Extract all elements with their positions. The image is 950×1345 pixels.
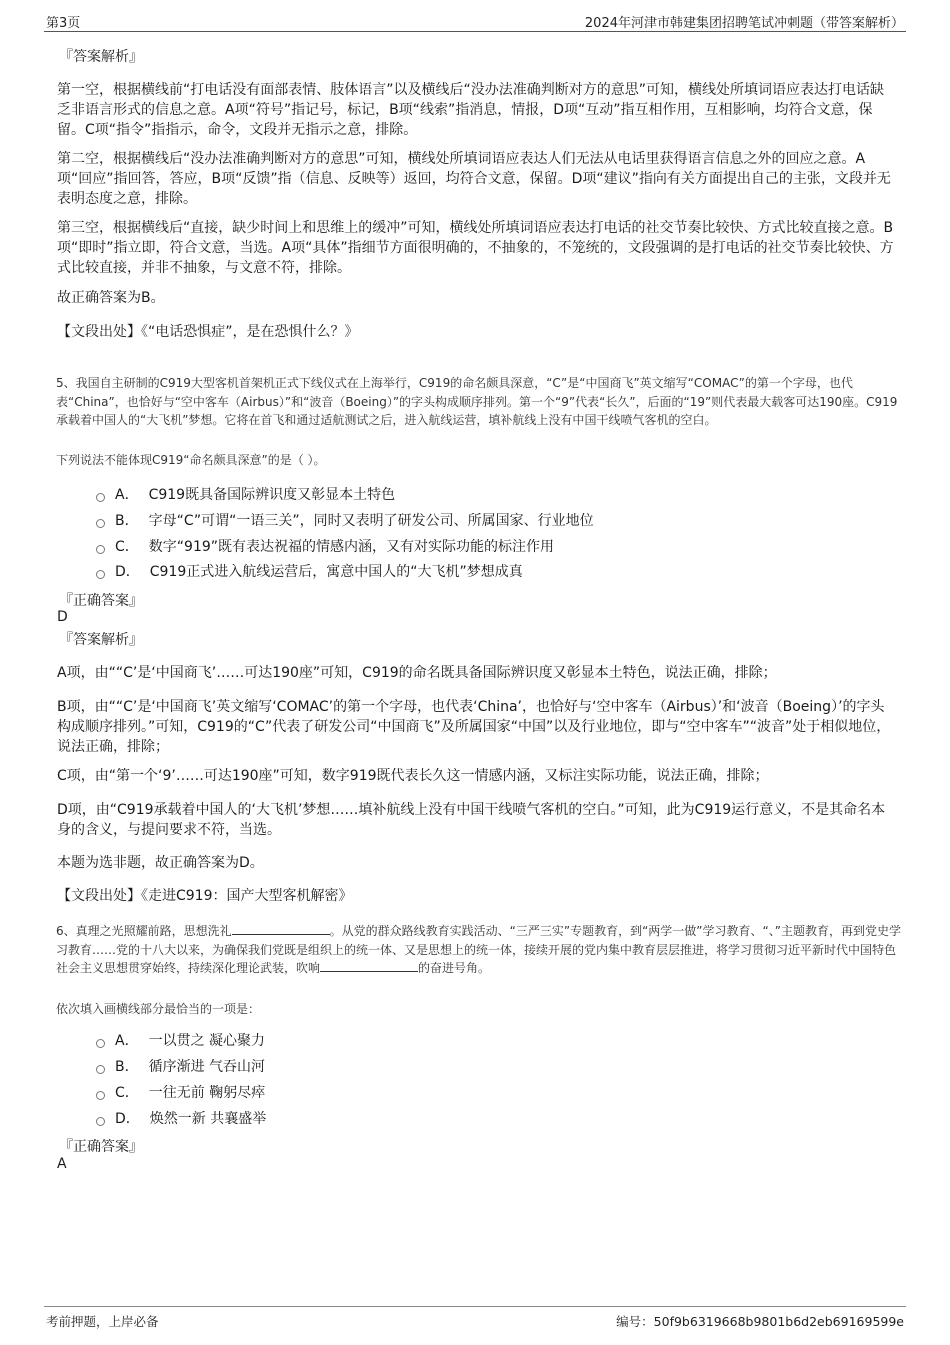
option-key: C． (115, 1085, 139, 1101)
document-title: 2024年河津市韩建集团招聘笔试冲刺题（带答案解析） (584, 16, 904, 31)
q4-analysis-p1: 第一空，根据横线前“打电话没有面部表情、肢体语言”以及横线后“没办法准确判断对方的意思”可知，横线处所填词语应表达打电话缺乏非语言形式的信息之意。A项“符号”指记号，标记，B项“线索”指消息，情报，D项“互动”指互相作用，互相影响，均符合文意，保留。C项“指令”指指示，命令，文段并无指示之意，排除。 (57, 82, 885, 138)
option-key: A． (115, 1033, 139, 1049)
radio-icon[interactable] (96, 1117, 105, 1126)
q5-analysis-d: D项，由“C919承载着中国人的‘大飞机’梦想……填补航线上没有中国干线喷气客机的空白。”可知，此为C919运行意义，不是其命名本身的含义，与提问要求不符，当选。 (57, 802, 886, 838)
q5-option-c[interactable] (96, 537, 554, 557)
q5-option-a[interactable] (96, 485, 395, 505)
footer-divider (44, 1306, 906, 1307)
q6-option-c[interactable] (96, 1083, 265, 1103)
document-id: 编号：50f9b6319668b9801b6d2eb69169599e (616, 1314, 904, 1329)
q5-correct-label: 『正确答案』 (59, 593, 143, 609)
q6-option-b[interactable] (96, 1057, 265, 1077)
q6-option-d[interactable] (96, 1109, 266, 1129)
q5-conclusion: 本题为选非题，故正确答案为D。 (57, 855, 264, 871)
option-text: C919正式进入航线运营后，寓意中国人的“大飞机”梦想成真 (149, 564, 523, 580)
radio-icon[interactable] (96, 1065, 105, 1074)
option-text: 一往无前 鞠躬尽瘁 (148, 1085, 266, 1101)
q5-analysis-c: C项，由“第一个‘9’……可达190座”可知，数字919既代表长久这一情感内涵，又标注实际功能，说法正确，排除； (57, 768, 769, 784)
q5-source: 【文段出处】《走进C919：国产大型客机解密》 (57, 888, 353, 904)
q6-blank-1 (232, 922, 330, 935)
q4-analysis-p2: 第二空，根据横线后“没办法准确判断对方的意思”可知，横线处所填词语应表达人们无法从电话里获得语言信息之外的回应之意。A项“回应”指回答，答应，B项“反馈”指（信息、反映等）返回，均符合文意，保留。D项“建议”指向有关方面提出自己的主张，文段并无表明态度之意，排除。 (57, 151, 891, 207)
radio-icon[interactable] (96, 519, 105, 528)
option-text: 焕然一新 共襄盛举 (149, 1111, 267, 1127)
q5-analysis-b: B项，由““C’是‘中国商飞’英文缩写‘COMAC’的第一个字母，也代表‘China’，也恰好与‘空中客车（Airbus）’和‘波音（Boeing）’的字头构成顺序排列。”可知，C919的“C”代表了研发公司“中国商飞”及所属国家“中国”以及行业地位，即与“空中客车”“波音”处于相似地位，说法正确，排除； (57, 699, 891, 755)
radio-icon[interactable] (96, 1039, 105, 1048)
q6-blank-2 (320, 959, 418, 972)
page-number: 第3页 (46, 16, 81, 31)
option-key: C． (115, 539, 139, 555)
radio-icon[interactable] (96, 1091, 105, 1100)
radio-icon[interactable] (96, 570, 105, 579)
q5-analysis-a: A项，由““C’是‘中国商飞’……可达190座”可知，C919的命名既具备国际辨识度又彰显本土特色，说法正确，排除； (57, 665, 777, 681)
q5-prompt: 下列说法不能体现C919“命名颇具深意”的是（ ）。 (56, 453, 326, 467)
option-key: A． (115, 487, 139, 503)
q5-correct-answer: D (57, 609, 68, 625)
q4-analysis-p3: 第三空，根据横线后“直接，缺少时间上和思维上的缓冲”可知，横线处所填词语应表达打电话的社交节奏比较快、方式比较直接之意。B项“即时”指立即，符合文意，当选。A项“具体”指细节方面很明确的，不抽象的，不笼统的，文段强调的是打电话的社交节奏比较快、方式比较直接，并非不抽象，与文意不符，排除。 (57, 220, 894, 276)
option-text: 数字“919”既有表达祝福的情感内涵，又有对实际功能的标注作用 (148, 539, 555, 555)
option-text: 循序渐进 气吞山河 (148, 1059, 266, 1075)
q5-stem: 5、我国自主研制的C919大型客机首架机正式下线仪式在上海举行，C919的命名颇具深意，“C”是“中国商飞”英文缩写“COMAC”的第一个字母，也代表“China”，也恰好与“空中客车（Airbus）”和“波音（Boeing）”的字头构成顺序排列。第一个“9”代表“长久”，后面的“19”则代表最大载客可达190座。C919承载着中国人的“大飞机”梦想。它将在首飞和通过适航测试之后，进入航线运营，填补航线上没有中国干线喷气客机的空白。 (56, 376, 898, 427)
q6-prompt: 依次填入画横线部分最恰当的一项是： (56, 1002, 261, 1016)
q6-option-a[interactable] (96, 1031, 265, 1051)
q6-stem-part-2: 。从党的群众路线教育实践活动、“三严三实”专题教育，到“两学一做”学习教育、“、”主题教育，再到党史学习教育……党的十八大以来，为确保我们党既是组织上的统一体、又是思想上的统一体，接续开展的党内集中教育层层推进，将学习贯彻习近平新时代中国特色社会主义思想贯穿始终，持续深化理论武装，吹响 (56, 924, 901, 975)
q6-correct-label: 『正确答案』 (59, 1139, 143, 1155)
q5-analysis-label: 『答案解析』 (59, 632, 143, 648)
q5-option-b[interactable] (96, 511, 594, 531)
footer-slogan: 考前押题，上岸必备 (46, 1314, 159, 1329)
radio-icon[interactable] (96, 545, 105, 554)
q6-stem-part-3: 的奋进号角。 (418, 961, 491, 975)
q4-analysis-label: 『答案解析』 (59, 49, 143, 65)
q4-source: 【文段出处】《“电话恐惧症”，是在恐惧什么？》 (57, 324, 359, 340)
option-key: D． (115, 1111, 140, 1127)
option-key: D． (115, 564, 140, 580)
q4-conclusion: 故正确答案为B。 (57, 290, 165, 306)
header-divider (44, 31, 906, 32)
option-key: B． (115, 1059, 139, 1075)
q5-option-d[interactable] (96, 562, 523, 582)
option-text: 字母“C”可谓“一语三关”，同时又表明了研发公司、所属国家、行业地位 (148, 513, 594, 529)
q6-stem (56, 922, 904, 978)
option-text: 一以贯之 凝心聚力 (148, 1033, 266, 1049)
option-text: C919既具备国际辨识度又彰显本土特色 (148, 487, 396, 503)
q6-stem-part-1: 6、真理之光照耀前路，思想洗礼 (56, 924, 232, 938)
option-key: B． (115, 513, 139, 529)
radio-icon[interactable] (96, 493, 105, 502)
q6-correct-answer: A (57, 1156, 67, 1172)
